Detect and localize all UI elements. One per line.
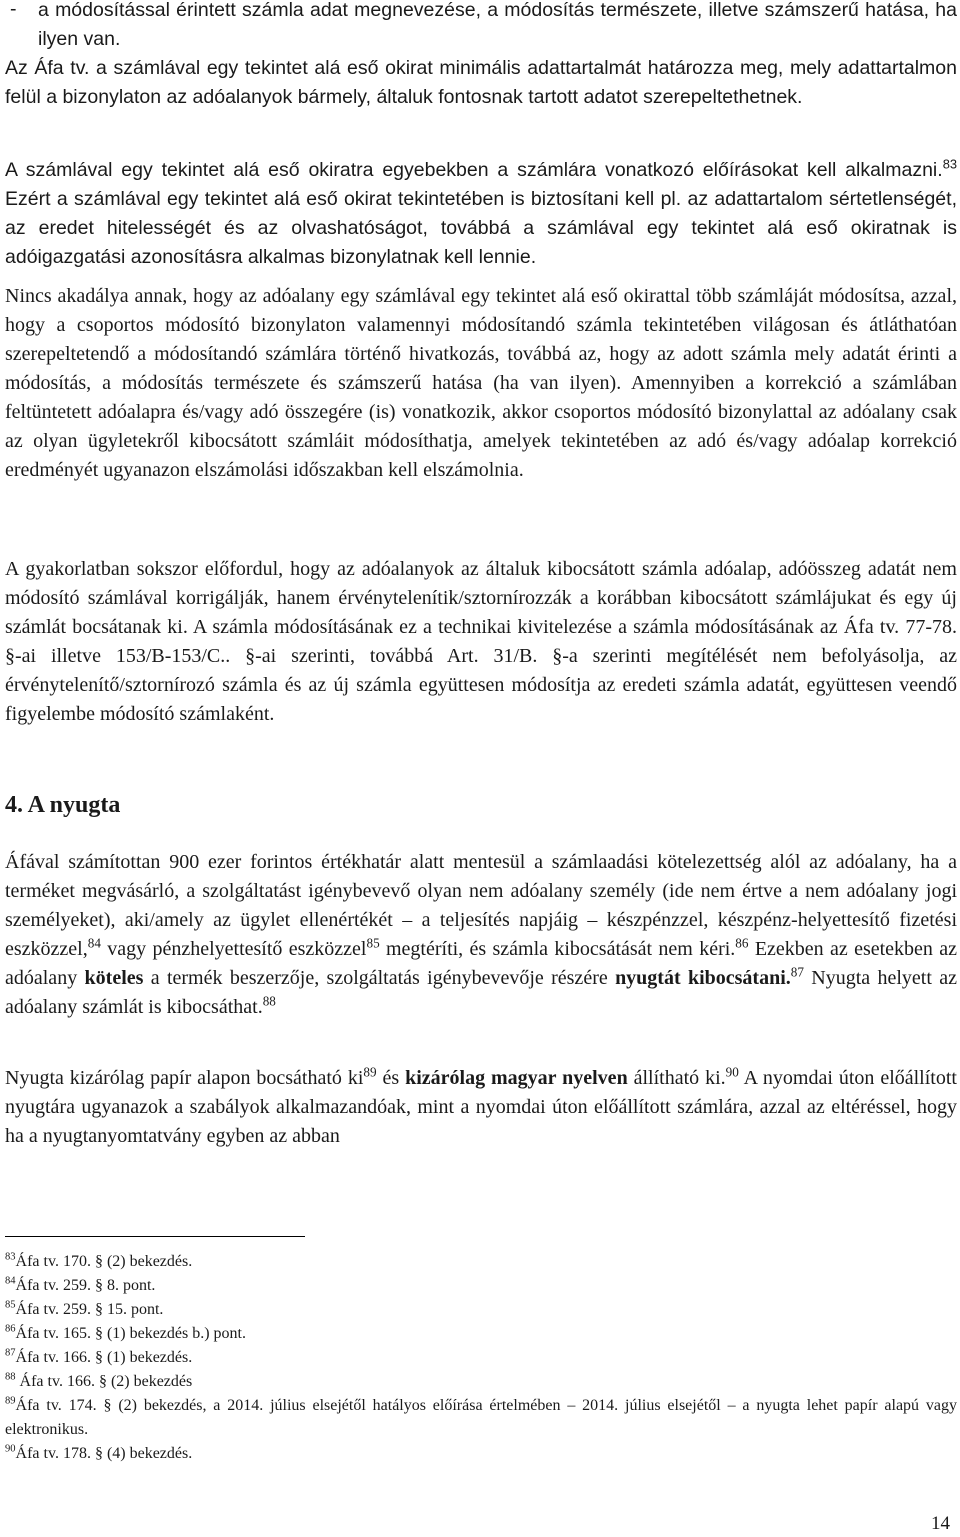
footnote-ref-88[interactable]: 88 bbox=[262, 993, 276, 1009]
footnote-number: 83 bbox=[5, 1251, 16, 1263]
paragraph-storno: A gyakorlatban sokszor előfordul, hogy az adóalanyok az általuk kibocsátott számla adóalap, adóösszeg adatát nem módosító számlával korrigálják, hanem érvénytelenítik/sztornírozzák a korábban kibocsátott számlájukat és egy új számlát bocsátanak ki. A számla módosításának ez a technikai kivitelezése a számla módosításának az Áfa tv. 77-78. §-ai illetve 153/B-153/C.. §-ai szerinti, továbbá Art. 31/B. §-a szerinti megítélését nem befolyásolja, az érvénytelenítő/sztornírozó számla és az új számla együttesen módosítja az eredeti számla adatát, együttesen veendő figyelembe módosító számlaként. bbox=[5, 558, 957, 725]
bullet-item bbox=[5, 0, 957, 54]
paragraph-paper-receipt bbox=[5, 1064, 957, 1151]
footnote-number: 86 bbox=[5, 1323, 16, 1335]
text-run: a termék beszerzője, szolgáltatás igénybevevője részére bbox=[143, 967, 616, 989]
footnote-text: Áfa tv. 166. § (1) bekezdés. bbox=[15, 1349, 193, 1366]
footnote-number: 88 bbox=[5, 1371, 16, 1383]
bold-text-nyugtat: nyugtát kibocsátani. bbox=[615, 967, 791, 989]
page-number: 14 bbox=[931, 1513, 950, 1534]
footnote-number: 87 bbox=[5, 1347, 16, 1359]
text-run: megtéríti, és számla kibocsátását nem kéri. bbox=[379, 938, 736, 960]
paragraph-rules bbox=[5, 156, 957, 272]
text-run: Ezekben az esetekben az adóalany bbox=[5, 938, 958, 989]
footnote-number: 85 bbox=[5, 1299, 16, 1311]
footnote-number: 89 bbox=[5, 1395, 16, 1407]
footnote-87 bbox=[5, 1346, 957, 1370]
footnote-text: Áfa tv. 165. § (1) bekezdés b.) pont. bbox=[15, 1325, 246, 1342]
footnote-89 bbox=[5, 1394, 957, 1442]
footnote-ref-90[interactable]: 90 bbox=[725, 1064, 739, 1080]
bold-text-koteles: köteles bbox=[84, 967, 144, 989]
text-run: Nyugta kizárólag papír alapon bocsátható ki bbox=[5, 1067, 364, 1089]
bold-text-hungarian-only: kizárólag magyar nyelven bbox=[405, 1067, 628, 1089]
footnote-text: Áfa tv. 178. § (4) bekezdés. bbox=[15, 1445, 193, 1462]
footnote-ref-86[interactable]: 86 bbox=[735, 935, 749, 951]
text-run: Áfával számítottan 900 ezer forintos értékhatár alatt mentesül a számlaadási kötelezettség alól az adóalany, ha a terméket megvásárló, a szolgáltatást igénybevevő olyan nem adóalany személy (ide nem értve a nem adóalany jogi személyeket), aki/amely az ügylet ellenértékét – a teljesítés napjáig – készpénzzel, készpénz-helyettesítő fizetési eszközzel, bbox=[5, 851, 957, 960]
footnote-84 bbox=[5, 1274, 957, 1298]
bullet-marker: - bbox=[10, 0, 17, 20]
footnote-85 bbox=[5, 1298, 957, 1322]
text-run: vagy pénzhelyettesítő eszközzel bbox=[100, 938, 367, 960]
footnote-ref-84[interactable]: 84 bbox=[87, 935, 101, 951]
text-run: A nyomdai úton előállított nyugtára ugyanazok a szabályok alkalmazandóak, mint a nyomdai úton előállított számlára, azzal az eltéréssel, hogy ha a nyugtanyomtatvány egyben az abban bbox=[5, 1067, 957, 1147]
footnote-text: Áfa tv. 166. § (2) bekezdés bbox=[15, 1373, 193, 1390]
footnote-text: Áfa tv. 259. § 8. pont. bbox=[15, 1277, 156, 1294]
paragraph-receipt-rules bbox=[5, 848, 957, 1022]
text-run: állítható ki. bbox=[627, 1067, 726, 1089]
paragraph-rules-part1: A számlával egy tekintet alá eső okiratra egyebekben a számlára vonatkozó előírásokat kell alkalmazni. bbox=[5, 159, 943, 181]
footnote-88 bbox=[5, 1370, 957, 1394]
section-heading: 4. A nyugta bbox=[5, 792, 121, 818]
footnote-ref-89[interactable]: 89 bbox=[363, 1064, 377, 1080]
footnote-86 bbox=[5, 1322, 957, 1346]
text-run: Nyugta helyett az adóalany számlát is kibocsáthat. bbox=[5, 967, 958, 1018]
footnote-ref-83[interactable]: 83 bbox=[942, 156, 957, 172]
footnote-number: 90 bbox=[5, 1443, 16, 1455]
paragraph-group-correction: Nincs akadálya annak, hogy az adóalany egy számlával egy tekintet alá eső okirattal több számláját módosítsa, azzal, hogy a csoportos módosító bizonylaton valamennyi módosítandó számla tekintetében világosan és átláthatóan szerepeltetendő a módosítandó számlára történő hivatkozás, továbbá az, hogy az adott számla mely adatát érinti a módosítás, a módosítás természete és számszerű hatása (ha van ilyen). Amennyiben a korrekció a számlában feltüntetett adóalapra és/vagy adó összegére (is) vonatkozik, akkor csoportos módosító bizonylattal az adóalany csak az olyan ügyletekről kibocsátott számláit módosíthatja, amelyek tekintetében az adó és/vagy adóalap korrekció eredményét ugyanazon elszámolási időszakban kell elszámolnia. bbox=[5, 285, 957, 481]
paragraph-rules-part2: Ezért a számlával egy tekintet alá eső okirat tekintetében is biztosítani kell pl. az adattartalom sértetlenségét, az eredet hitelességét és az olvashatóságot, továbbá a számlával egy tekintet alá eső okiratnak is adóigazgatási azonosításra alkalmas bizonylatnak kell lennie. bbox=[5, 188, 957, 268]
footnote-number: 84 bbox=[5, 1275, 16, 1287]
bullet-text: a módosítással érintett számla adat megnevezése, a módosítás természete, illetve számszerű hatása, ha ilyen van. bbox=[38, 0, 957, 50]
paragraph-afa-content: Az Áfa tv. a számlával egy tekintet alá eső okirat minimális adattartalmát határozza meg, mely adattartalmon felül a bizonylaton az adóalanyok bármely, általuk fontosnak tartott adatot szerepeltethetnek. bbox=[5, 57, 957, 108]
footnote-83 bbox=[5, 1250, 957, 1274]
footnote-text: Áfa tv. 174. § (2) bekezdés, a 2014. július elsejétől hatályos előírása értelmében – 2014. július elsejétől – a nyugta lehet papír alapú vagy elektronikus. bbox=[5, 1397, 957, 1438]
footnote-ref-87[interactable]: 87 bbox=[790, 964, 804, 980]
footnote-text: Áfa tv. 170. § (2) bekezdés. bbox=[15, 1253, 193, 1270]
footnote-ref-85[interactable]: 85 bbox=[366, 935, 380, 951]
footnote-separator bbox=[5, 1236, 305, 1237]
footnote-text: Áfa tv. 259. § 15. pont. bbox=[15, 1301, 164, 1318]
text-run: és bbox=[376, 1067, 406, 1089]
footnote-90 bbox=[5, 1442, 957, 1466]
